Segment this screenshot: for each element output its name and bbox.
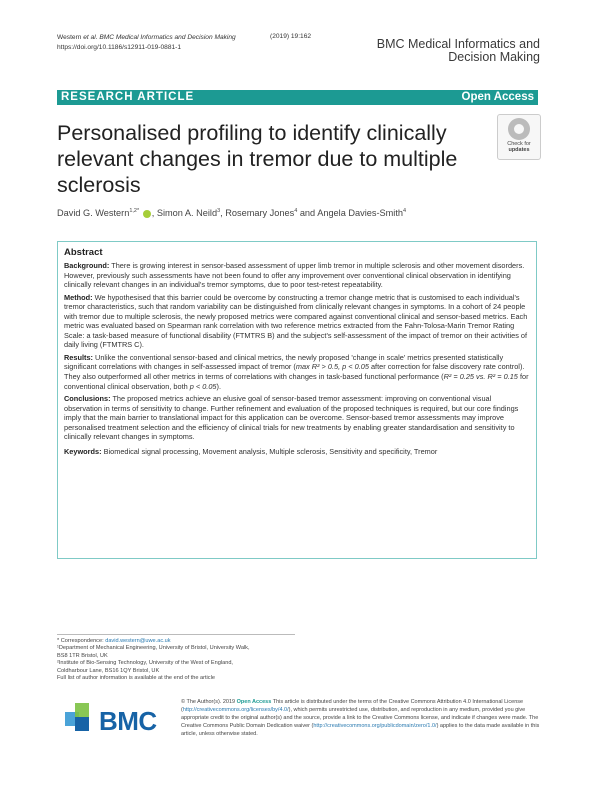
abstract-heading: Abstract xyxy=(64,247,103,258)
author-affiliation: 4 xyxy=(294,208,298,214)
cc-by-license-link[interactable]: http://creativecommons.org/licenses/by/4.0/ xyxy=(182,707,289,714)
crossmark-icon xyxy=(508,118,530,140)
author-list: David G. Western$^{1,2*}$ , Simon A. Neild$^3$, Rosemary Jones$^4$ and Angela Davies-Smith$^4$ xyxy=(57,208,407,219)
citation-authors: Western xyxy=(57,34,82,41)
citation-year: (2019) 19:162 xyxy=(270,33,312,40)
section-label: Keywords: xyxy=(64,446,102,456)
copyright-text: © The Author(s). 2019 xyxy=(181,699,237,705)
check-for-label: Check for xyxy=(507,141,531,147)
author-name[interactable]: Rosemary Jones xyxy=(225,208,295,219)
section-text: Biomedical signal processing, Movement analysis, Multiple sclerosis, Sensitivity and specificity, Tremor xyxy=(103,446,438,456)
logo-square-icon xyxy=(75,717,89,731)
abstract-keywords xyxy=(64,447,530,457)
cc0-waiver-link[interactable]: http://creativecommons.org/publicdomain/zero/1.0/ xyxy=(313,723,437,730)
open-access-label: Open Access xyxy=(461,91,534,103)
section-text: ). xyxy=(216,381,221,391)
abstract-conclusions xyxy=(64,394,530,442)
article-type-label: RESEARCH ARTICLE xyxy=(61,91,195,103)
journal-name-line2: Decision Making xyxy=(448,50,540,64)
section-label: Background: xyxy=(64,261,110,270)
abstract-box xyxy=(57,241,537,559)
section-text: We hypothesised that this barrier could be overcome by constructing a tremor change metric that is customised to each individual's tremor characteristics, such that random variability can be distinguished from clinically relevant changes in symptoms. In a cohort of 24 people with tremor due to multiple sclerosis, the newly proposed metrics were compared against conventional clinical and sensor-based metrics. Each metric was evaluated based on Spearman rank correlation with two reference metrics extracted from the Fahn-Tolosa-Marin Tremor Rating Scale: a task-based measure of functional disability (FTMTRS B) and the subject's self-assessment of the impact of tremor on their activities of daily living (FTMTRS C). xyxy=(64,292,528,350)
author-affiliation: 1,2* xyxy=(129,208,140,214)
abstract-method xyxy=(64,293,530,350)
full-author-info-note: Full list of author information is available at the end of the article xyxy=(57,675,215,682)
logo-square-icon xyxy=(75,703,89,717)
bmc-logo[interactable] xyxy=(65,703,175,736)
math-expression: p < 0.05 xyxy=(189,381,217,391)
check-for-updates-badge[interactable] xyxy=(497,114,541,160)
section-label: Conclusions: xyxy=(64,394,111,404)
correspondence-email-link[interactable]: david.western@uwe.ac.uk xyxy=(105,638,171,644)
author-name[interactable]: Simon A. Neild xyxy=(156,208,218,219)
abstract-results xyxy=(64,353,530,391)
correspondence-label: * Correspondence: xyxy=(57,638,106,644)
license-text: This article is distributed under the terms of the Creative Commons Attribution 4.0 International License ( xyxy=(181,699,524,714)
article-type-banner xyxy=(57,90,538,105)
section-text: The proposed metrics achieve an elusive goal of sensor-based tremor assessment: improving on conventional visual observation in terms of sensitivity to change. Further refinement and evaluation of the proposed techniques is required, but our core findings imply that the main barrier to translational impact for this application can be overcome. Sensor-based tremor assessments may improve personalised treatment selection and the efficiency of clinical trials for new treatments by enabling greater standardisation and sensitivity to clinically relevant changes in symptoms. xyxy=(64,394,519,442)
open-access-label: Open Access xyxy=(236,699,272,705)
affiliation-line: Coldharbour Lane, BS16 1QY Bristol, UK xyxy=(57,667,160,674)
doi-link[interactable]: https://doi.org/10.1186/s12911-019-0881-1 xyxy=(57,43,182,51)
author-name[interactable]: Angela Davies-Smith xyxy=(317,208,403,219)
orcid-icon[interactable] xyxy=(143,210,151,218)
journal-name xyxy=(360,38,540,64)
journal-name-line1: BMC Medical Informatics and xyxy=(376,37,540,51)
article-title: Personalised profiling to identify clinically relevant changes in tremor due to multiple sclerosis xyxy=(57,121,458,197)
bmc-logo-text: BMC xyxy=(99,706,157,736)
footnote-divider xyxy=(57,634,295,635)
section-label: Results: xyxy=(64,352,93,362)
affiliation-line: ¹Department of Mechanical Engineering, University of Bristol, University Walk, xyxy=(57,645,250,652)
section-label: Method: xyxy=(64,292,93,302)
license-statement xyxy=(181,698,541,738)
abstract-background xyxy=(64,261,530,290)
license-text: ) applies to the data made available in this article, unless otherwise stated. xyxy=(181,723,540,738)
section-text: Unlike the conventional sensor-based and clinical metrics, the newly proposed 'change in scale' metrics presented statistically significant correlations with changes in self-assessed impact of tremor ( xyxy=(64,352,504,372)
section-text: after correction for false discovery rate control). They also outperformed all other metrics in terms of correlations with changes in task-based functional performance ( xyxy=(64,362,525,382)
author-conjunction: and xyxy=(299,208,316,219)
footnotes xyxy=(57,638,297,682)
section-text: There is growing interest in sensor-based assessment of upper limb tremor in multiple sclerosis and other movement disorders. However, previously such assessments have not been found to offer any improvement over conventional clinical observation in identifying clinically relevant changes in an individual's tremor symptoms, due to poor test-retest repeatability. xyxy=(64,261,525,290)
affiliation-line: ²Institute of Bio-Sensing Technology, University of the West of England, xyxy=(57,660,233,667)
section-text: for conventional clinical observation, both xyxy=(64,372,529,391)
license-text: ), which permits unrestricted use, distribution, and reproduction in any medium, provided you give appropriate credit to the original author(s) and the source, provide a link to the Creative Commons license, and indicate if changes were made. The Creative Commons Public Domain Dedication waiver ( xyxy=(181,707,539,730)
math-expression: max R² > 0.5, p < 0.05 xyxy=(295,362,369,372)
citation-journal: et al. BMC Medical Informatics and Decision Making xyxy=(81,34,236,41)
updates-label: updates xyxy=(508,147,530,153)
author-affiliation: 3 xyxy=(217,208,221,214)
affiliation-line: BS8 1TR Bristol, UK xyxy=(57,652,108,659)
author-name[interactable]: David G. Western xyxy=(57,208,130,219)
running-header-citation xyxy=(57,33,236,52)
author-affiliation: 4 xyxy=(403,208,407,214)
math-expression: R² = 0.25 vs. R² = 0.15 xyxy=(443,372,518,382)
